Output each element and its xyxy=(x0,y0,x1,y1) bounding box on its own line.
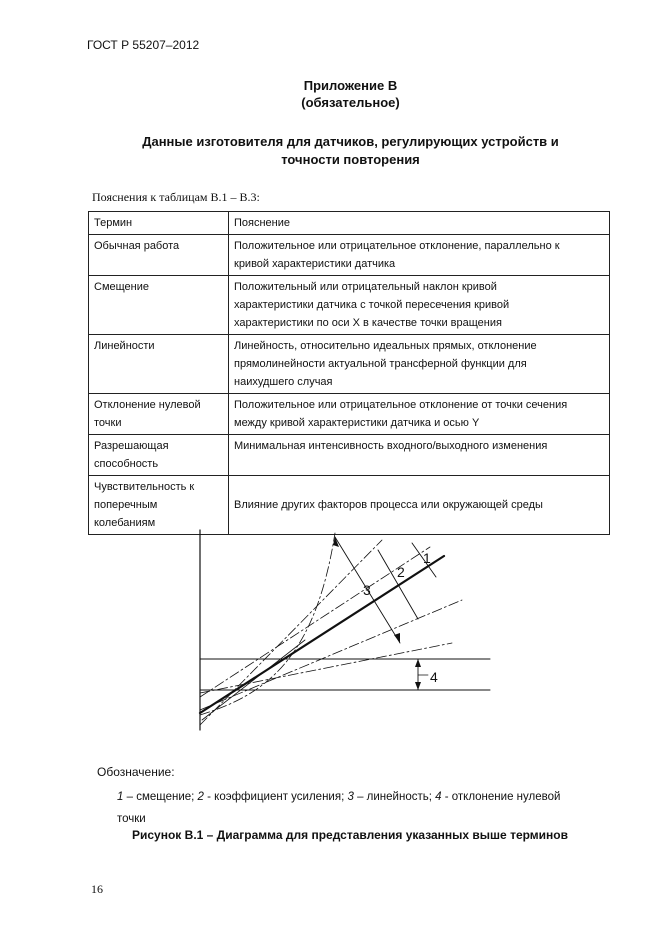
table-row xyxy=(89,276,610,335)
term-line: способность xyxy=(94,458,159,470)
characteristic-line xyxy=(200,556,444,713)
terms-table xyxy=(88,211,610,535)
arrow-head xyxy=(415,682,421,690)
legend-text-3: – линейность; xyxy=(353,791,436,803)
appendix-subtitle: (обязательное) xyxy=(301,95,400,110)
table-row xyxy=(89,435,610,476)
legend-number-4: 4 xyxy=(435,791,442,803)
nonlinear-curve xyxy=(200,533,335,715)
legend-title: Обозначение: xyxy=(97,765,175,779)
legend-items xyxy=(117,786,607,808)
gain-line-flat xyxy=(200,643,452,693)
legend-number-2: 2 xyxy=(197,791,204,803)
explanation-line: кривой характеристики датчика xyxy=(234,258,396,270)
explanation-line: наихудшего случая xyxy=(234,376,333,388)
label-2: 2 xyxy=(397,564,405,580)
section-title-line-1: Данные изготовителя для датчиков, регулирующих устройств и xyxy=(142,134,559,149)
explanation-line: Влияние других факторов процесса или окружающей среды xyxy=(234,499,543,511)
explanation-line: Минимальная интенсивность входного/выходного изменения xyxy=(234,440,548,452)
table-header-row xyxy=(89,212,610,235)
label-1: 1 xyxy=(423,550,431,566)
term-line: Смещение xyxy=(94,281,150,293)
legend-text-1: – смещение; xyxy=(123,791,198,803)
explanation-cell xyxy=(229,435,610,476)
explanation-line: между кривой характеристики датчика и осью Y xyxy=(234,417,480,429)
document-header: ГОСТ Р 55207–2012 xyxy=(87,38,200,52)
explanation-line: характеристики датчика с точкой пересечения кривой xyxy=(234,299,510,311)
term-cell xyxy=(89,235,229,276)
term-cell xyxy=(89,435,229,476)
header-explanation: Пояснение xyxy=(229,212,610,235)
explanation-cell xyxy=(229,335,610,394)
term-line: Разрешающая xyxy=(94,440,169,452)
legend-text-2: - коэффициент усиления; xyxy=(203,791,348,803)
section-title-line-2: точности повторения xyxy=(281,152,420,167)
legend-text-4: - отклонение нулевой xyxy=(441,791,561,803)
term-line: Обычная работа xyxy=(94,240,180,252)
legend-number-1: 1 xyxy=(117,791,124,803)
term-cell xyxy=(89,335,229,394)
label-3: 3 xyxy=(363,582,371,598)
table-row xyxy=(89,235,610,276)
term-line: Линейности xyxy=(94,340,155,352)
gain-line-shallow xyxy=(200,600,462,710)
gain-dimension xyxy=(378,550,418,619)
explanation-line: Положительный или отрицательный наклон кривой xyxy=(234,281,497,293)
explanation-cell xyxy=(229,276,610,335)
table-row xyxy=(89,335,610,394)
gain-line-steep xyxy=(200,540,382,725)
table-row xyxy=(89,394,610,435)
explanation-line: Положительное или отрицательное отклонение, параллельно к xyxy=(234,240,560,252)
table-intro: Пояснения к таблицам В.1 – В.3: xyxy=(92,190,260,204)
label-4: 4 xyxy=(430,669,438,685)
explanation-line: Положительное или отрицательное отклонение от точки сечения xyxy=(234,399,568,411)
appendix-title: Приложение В xyxy=(303,78,398,93)
term-cell xyxy=(89,276,229,335)
legend-continuation: точки xyxy=(117,813,146,825)
explanation-cell xyxy=(229,235,610,276)
sensor-characteristics-diagram xyxy=(190,525,500,740)
term-line: Чувствительность к xyxy=(94,481,195,493)
page-number: 16 xyxy=(91,882,103,896)
legend-body xyxy=(117,786,607,830)
explanation-line: прямолинейности актуальной трансферной функции для xyxy=(234,358,527,370)
header-term: Термин xyxy=(89,212,229,235)
term-cell xyxy=(89,394,229,435)
term-line: точки xyxy=(94,417,122,429)
explanation-cell xyxy=(229,394,610,435)
parallel-offset-line xyxy=(200,547,430,697)
term-line: колебаниям xyxy=(94,517,156,529)
explanation-line: характеристики по оси X в качестве точки вращения xyxy=(234,317,502,329)
auxiliary-line xyxy=(202,640,305,720)
arrow-head xyxy=(415,659,421,667)
term-line: Отклонение нулевой xyxy=(94,399,201,411)
figure-caption: Рисунок В.1 – Диаграмма для представления указанных выше терминов xyxy=(132,828,568,842)
section-title xyxy=(0,133,661,169)
legend-number-3: 3 xyxy=(347,791,354,803)
term-line: поперечным xyxy=(94,499,158,511)
explanation-line: Линейность, относительно идеальных прямых, отклонение xyxy=(234,340,537,352)
